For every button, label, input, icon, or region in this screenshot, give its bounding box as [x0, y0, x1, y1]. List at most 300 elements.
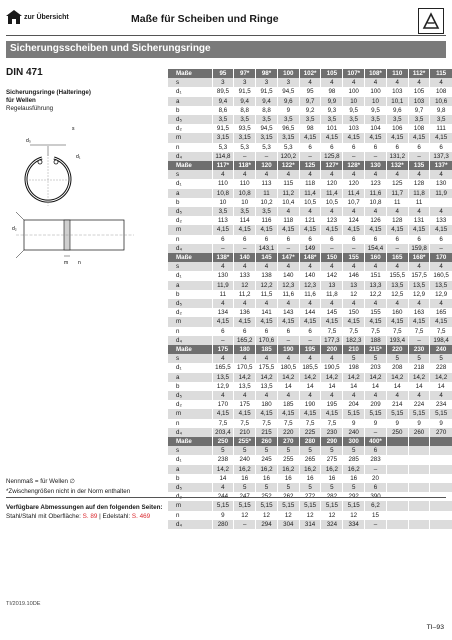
table-cell: 9,9: [321, 97, 343, 106]
table-cell: 4: [299, 391, 321, 400]
table-cell: 114: [234, 216, 256, 225]
table-cell: 13,3: [365, 281, 387, 290]
table-cell: 4: [299, 299, 321, 308]
table-cell: 4: [365, 207, 387, 216]
table-cell: 9: [343, 419, 365, 428]
table-cell: –: [386, 244, 408, 253]
table-cell: 5: [299, 483, 321, 492]
row-label: m: [168, 409, 212, 418]
table-cell: 177,3: [321, 336, 343, 345]
table-cell: 4: [408, 299, 430, 308]
table-cell: 91,5: [234, 87, 256, 96]
table-cell: 209: [365, 400, 387, 409]
table-cell: 4: [430, 78, 452, 87]
table-cell: –: [256, 152, 278, 161]
table-cell: 138*: [212, 253, 234, 262]
table-cell: 8,8: [256, 106, 278, 115]
table-cell: 16: [299, 474, 321, 483]
table-cell: 225: [299, 428, 321, 437]
table-cell: 6: [299, 235, 321, 244]
table-cell: 11,8: [321, 290, 343, 299]
table-cell: –: [212, 244, 234, 253]
table-cell: [430, 511, 452, 520]
table-row: [168, 87, 452, 96]
table-cell: 155,5: [386, 271, 408, 280]
table-cell: 5,15: [430, 409, 452, 418]
table-cell: 4: [212, 391, 234, 400]
table-cell: 96,5: [277, 124, 299, 133]
row-label: d₁: [176, 456, 182, 464]
table-cell: 14,2: [365, 373, 387, 382]
row-label: s: [168, 446, 212, 455]
table-cell: 160,5: [430, 271, 452, 280]
table-cell: 4,15: [277, 225, 299, 234]
table-cell: 4,15: [256, 225, 278, 234]
table-cell: 9,5: [365, 106, 387, 115]
row-label: a: [168, 97, 212, 106]
table-cell: 6: [408, 235, 430, 244]
table-cell: 4: [430, 299, 452, 308]
table-row: [168, 143, 452, 152]
table-cell: 4,15: [365, 317, 387, 326]
table-cell: 151: [365, 271, 387, 280]
row-label: b: [176, 474, 180, 482]
table-cell: 4,15: [321, 133, 343, 142]
table-cell: 4,15: [321, 317, 343, 326]
table-cell: 13: [343, 281, 365, 290]
table-cell: 12: [234, 281, 256, 290]
table-cell: 106: [386, 124, 408, 133]
table-cell: 9,3: [321, 106, 343, 115]
table-cell: 6: [430, 235, 452, 244]
table-cell: 6: [212, 327, 234, 336]
table-cell: 146: [343, 271, 365, 280]
table-cell: 12,9: [430, 290, 452, 299]
table-cell: 4: [299, 354, 321, 363]
table-cell: 3,5: [212, 115, 234, 124]
table-cell: 4,15: [212, 317, 234, 326]
table-cell: 220: [277, 428, 299, 437]
table-cell: 5: [430, 354, 452, 363]
intermediate-size-note: *Zwischengrößen nicht in der Norm enthalten: [6, 488, 131, 495]
table-cell: 5,15: [234, 501, 256, 510]
table-cell: 144: [299, 308, 321, 317]
table-cell: 132*: [386, 161, 408, 170]
table-cell: 10,5: [299, 198, 321, 207]
table-row: [168, 179, 452, 188]
table-cell: 5: [386, 354, 408, 363]
table-cell: 89,5: [212, 87, 234, 96]
table-cell: 13,5: [256, 382, 278, 391]
table-cell: 4: [430, 170, 452, 179]
table-cell: [430, 474, 452, 483]
circlip-drawing: [6, 118, 161, 293]
row-label: b: [176, 198, 180, 206]
table-cell: –: [365, 520, 387, 529]
table-cell: 14: [277, 382, 299, 391]
availability-prefix: Stahl/Stahl mit Oberfläche:: [6, 513, 81, 520]
table-cell: –: [408, 336, 430, 345]
table-cell: 4: [212, 299, 234, 308]
table-cell: [430, 455, 452, 464]
table-cell: 98: [321, 87, 343, 96]
row-label: d₁: [176, 272, 182, 280]
shaft-drawing: [16, 212, 134, 258]
table-cell: 150: [343, 308, 365, 317]
table-cell: 4,15: [277, 317, 299, 326]
table-cell: 143: [277, 308, 299, 317]
table-cell: 6: [277, 327, 299, 336]
table-cell: 165: [386, 253, 408, 262]
table-cell: 224: [408, 400, 430, 409]
table-cell: 165,5: [212, 363, 234, 372]
table-cell: 130: [430, 179, 452, 188]
table-cell: 5: [365, 354, 387, 363]
table-cell: [386, 511, 408, 520]
table-cell: 10,8: [212, 189, 234, 198]
table-cell: 122*: [277, 161, 299, 170]
table-header-row: [168, 437, 452, 446]
table-cell: [386, 465, 408, 474]
table-cell: 6: [256, 327, 278, 336]
table-cell: 16,2: [234, 465, 256, 474]
table-cell: 100: [343, 87, 365, 96]
table-cell: 111: [430, 124, 452, 133]
table-cell: 9: [212, 511, 234, 520]
table-cell: 100: [277, 69, 299, 78]
table-cell: 6: [365, 446, 387, 455]
table-cell: 118: [299, 179, 321, 188]
table-cell: 149: [299, 244, 321, 253]
dimension-table: [168, 345, 452, 437]
table-cell: 5: [343, 483, 365, 492]
table-cell: 188: [365, 336, 387, 345]
table-cell: 12,5: [386, 290, 408, 299]
table-cell: 3,5: [299, 115, 321, 124]
table-cell: 5,3: [212, 143, 234, 152]
row-label: d₅: [168, 483, 212, 492]
table-cell: 9,8: [430, 106, 452, 115]
table-cell: 20: [365, 474, 387, 483]
table-row: [168, 428, 452, 437]
table-cell: 9,6: [277, 97, 299, 106]
table-cell: [408, 483, 430, 492]
table-cell: 4: [321, 78, 343, 87]
table-cell: 5: [256, 446, 278, 455]
table-row: [168, 373, 452, 382]
label-s: s: [72, 126, 75, 132]
table-cell: 11: [408, 198, 430, 207]
table-cell: –: [299, 336, 321, 345]
table-cell: 115: [277, 179, 299, 188]
row-label: s: [168, 170, 212, 179]
table-cell: [408, 437, 430, 446]
table-cell: 250: [212, 437, 234, 446]
table-cell: 10,8: [234, 189, 256, 198]
table-cell: –: [277, 336, 299, 345]
table-cell: 5: [212, 446, 234, 455]
table-cell: 14: [212, 474, 234, 483]
table-cell: 400*: [365, 437, 387, 446]
table-cell: 275: [321, 455, 343, 464]
steel-page-link[interactable]: S. 89: [82, 513, 98, 520]
table-cell: 334: [343, 520, 365, 529]
table-cell: 4: [234, 354, 256, 363]
table-cell: 5,15: [212, 501, 234, 510]
table-cell: 7,5: [343, 327, 365, 336]
table-row: [168, 501, 452, 510]
dimension-table: [168, 437, 452, 529]
table-cell: 5,15: [365, 409, 387, 418]
table-cell: 11,6: [277, 290, 299, 299]
table-cell: 4,15: [343, 317, 365, 326]
table-cell: 5,15: [277, 501, 299, 510]
table-row: [168, 271, 452, 280]
table-cell: 5: [343, 446, 365, 455]
table-cell: 12,2: [365, 290, 387, 299]
table-cell: 4: [212, 354, 234, 363]
table-cell: 3,5: [321, 115, 343, 124]
table-cell: 4: [234, 391, 256, 400]
table-cell: 120: [321, 179, 343, 188]
row-label: d₂: [176, 401, 182, 409]
table-cell: 3,5: [212, 207, 234, 216]
table-row: [168, 152, 452, 161]
table-cell: 9: [386, 419, 408, 428]
table-cell: 214: [386, 400, 408, 409]
table-cell: [386, 446, 408, 455]
table-cell: 3: [234, 78, 256, 87]
table-cell: 4: [277, 391, 299, 400]
table-cell: 6: [299, 143, 321, 152]
table-row: [168, 317, 452, 326]
row-label: a: [168, 281, 212, 290]
table-cell: 4,15: [408, 317, 430, 326]
table-cell: 270: [277, 437, 299, 446]
table-cell: 4: [299, 207, 321, 216]
table-cell: 10,2: [256, 198, 278, 207]
row-label: n: [176, 511, 180, 519]
table-cell: 4: [234, 299, 256, 308]
table-row: [168, 216, 452, 225]
table-cell: 300: [343, 437, 365, 446]
table-cell: 3: [277, 78, 299, 87]
table-cell: 9: [365, 419, 387, 428]
table-cell: 11: [212, 290, 234, 299]
table-cell: 108: [408, 124, 430, 133]
table-cell: 120: [256, 161, 278, 170]
table-cell: 4: [299, 170, 321, 179]
overview-link[interactable]: [6, 10, 69, 24]
table-cell: 4: [365, 262, 387, 271]
row-label: d₂: [176, 309, 182, 317]
table-cell: –: [365, 428, 387, 437]
table-cell: 14,2: [256, 373, 278, 382]
table-cell: 3: [256, 78, 278, 87]
table-cell: 4,15: [234, 409, 256, 418]
table-cell: [430, 501, 452, 510]
table-cell: 108: [430, 87, 452, 96]
header-divider: [6, 35, 446, 36]
product-description: [6, 89, 91, 113]
table-cell: 97*: [234, 69, 256, 78]
table-cell: 4: [321, 262, 343, 271]
table-cell: 6: [343, 235, 365, 244]
table-cell: [408, 465, 430, 474]
table-cell: 185: [277, 400, 299, 409]
table-cell: 116: [256, 216, 278, 225]
table-cell: 12,9: [408, 290, 430, 299]
table-cell: 5: [256, 483, 278, 492]
table-row: [168, 327, 452, 336]
table-cell: 4: [277, 299, 299, 308]
table-cell: [386, 483, 408, 492]
table-cell: 145: [321, 308, 343, 317]
table-cell: 4,15: [386, 317, 408, 326]
row-label: a: [168, 465, 212, 474]
table-cell: 5: [299, 446, 321, 455]
table-cell: 102*: [299, 69, 321, 78]
table-cell: 138: [256, 271, 278, 280]
table-cell: 4: [343, 207, 365, 216]
table-cell: 7,5: [234, 419, 256, 428]
table-cell: 11,8: [408, 189, 430, 198]
table-cell: 9,7: [408, 106, 430, 115]
table-cell: [430, 520, 452, 529]
table-cell: 5: [343, 354, 365, 363]
table-cell: 91,5: [212, 124, 234, 133]
table-cell: 136: [234, 308, 256, 317]
table-cell: 182,3: [343, 336, 365, 345]
standard-label: DIN 471: [6, 67, 43, 78]
table-cell: 6: [321, 143, 343, 152]
table-cell: 4,15: [299, 409, 321, 418]
table-cell: 190: [299, 400, 321, 409]
table-cell: 4: [386, 207, 408, 216]
table-cell: 91,5: [256, 87, 278, 96]
table-cell: 14,2: [212, 465, 234, 474]
table-cell: 185: [256, 345, 278, 354]
table-cell: 6: [321, 235, 343, 244]
table-cell: 4: [430, 207, 452, 216]
table-cell: [408, 511, 430, 520]
table-cell: [386, 437, 408, 446]
table-cell: 4: [430, 391, 452, 400]
table-cell: 14,2: [386, 373, 408, 382]
table-cell: 270: [430, 428, 452, 437]
table-row: [168, 354, 452, 363]
table-row: [168, 225, 452, 234]
table-cell: 4,15: [299, 317, 321, 326]
table-cell: 9: [430, 419, 452, 428]
table-cell: 11,9: [430, 189, 452, 198]
table-row: [168, 115, 452, 124]
table-cell: 7,5: [277, 419, 299, 428]
table-cell: 3: [212, 78, 234, 87]
table-cell: 137*: [430, 161, 452, 170]
table-cell: 4: [408, 170, 430, 179]
table-cell: 3,5: [234, 115, 256, 124]
table-cell: 16,2: [256, 465, 278, 474]
table-cell: 240: [234, 455, 256, 464]
table-cell: 12: [234, 511, 256, 520]
table-cell: 103: [343, 124, 365, 133]
table-row: [168, 419, 452, 428]
table-cell: [408, 474, 430, 483]
table-cell: 155: [343, 253, 365, 262]
table-row: [168, 124, 452, 133]
table-cell: 14,2: [277, 373, 299, 382]
row-label: b: [176, 106, 180, 114]
table-cell: 142: [321, 271, 343, 280]
table-row: [168, 281, 452, 290]
table-cell: 130: [212, 271, 234, 280]
table-cell: 6: [386, 143, 408, 152]
row-label: d₅: [168, 207, 212, 216]
table-cell: 7,5: [321, 419, 343, 428]
table-cell: –: [234, 520, 256, 529]
availability-separator: | Edelstahl:: [97, 513, 131, 520]
table-cell: 4: [365, 170, 387, 179]
table-cell: 215*: [365, 345, 387, 354]
brand-logo-icon: [422, 12, 440, 30]
table-cell: 154,4: [365, 244, 387, 253]
table-row: [168, 391, 452, 400]
table-cell: [386, 501, 408, 510]
table-cell: 4: [234, 262, 256, 271]
table-row: [168, 455, 452, 464]
table-cell: 9,4: [212, 97, 234, 106]
table-cell: 170: [430, 253, 452, 262]
page-header: [6, 8, 446, 34]
table-cell: 9: [408, 419, 430, 428]
table-cell: 170,5: [234, 363, 256, 372]
table-cell: 185,5: [299, 363, 321, 372]
table-cell: 4: [321, 299, 343, 308]
table-cell: 16,2: [321, 465, 343, 474]
table-cell: 195: [299, 345, 321, 354]
table-cell: 208: [386, 363, 408, 372]
stainless-page-link[interactable]: S. 469: [131, 513, 151, 520]
table-cell: 12: [343, 511, 365, 520]
section-banner: Sicherungsscheiben und Sicherungsringe: [6, 41, 446, 58]
table-cell: 4,15: [299, 133, 321, 142]
table-cell: 140: [299, 271, 321, 280]
table-cell: 159,8: [408, 244, 430, 253]
table-cell: 4: [343, 391, 365, 400]
table-cell: 15: [365, 511, 387, 520]
table-cell: 12: [277, 511, 299, 520]
table-cell: 107*: [343, 69, 365, 78]
table-cell: 4: [343, 299, 365, 308]
table-cell: 4,15: [430, 317, 452, 326]
table-cell: 131: [408, 216, 430, 225]
table-cell: [430, 483, 452, 492]
table-cell: 180: [234, 345, 256, 354]
table-cell: 4,15: [212, 225, 234, 234]
table-cell: 14: [430, 382, 452, 391]
table-cell: 4,15: [386, 133, 408, 142]
table-cell: 157,5: [408, 271, 430, 280]
row-label: m: [168, 317, 212, 326]
row-label: d₅: [168, 115, 212, 124]
table-cell: 260: [408, 428, 430, 437]
table-cell: 4,15: [386, 225, 408, 234]
row-label: n: [176, 327, 180, 335]
table-cell: 4: [343, 262, 365, 271]
description-line-3: Regelausführung: [6, 105, 54, 112]
table-cell: 3,15: [256, 133, 278, 142]
